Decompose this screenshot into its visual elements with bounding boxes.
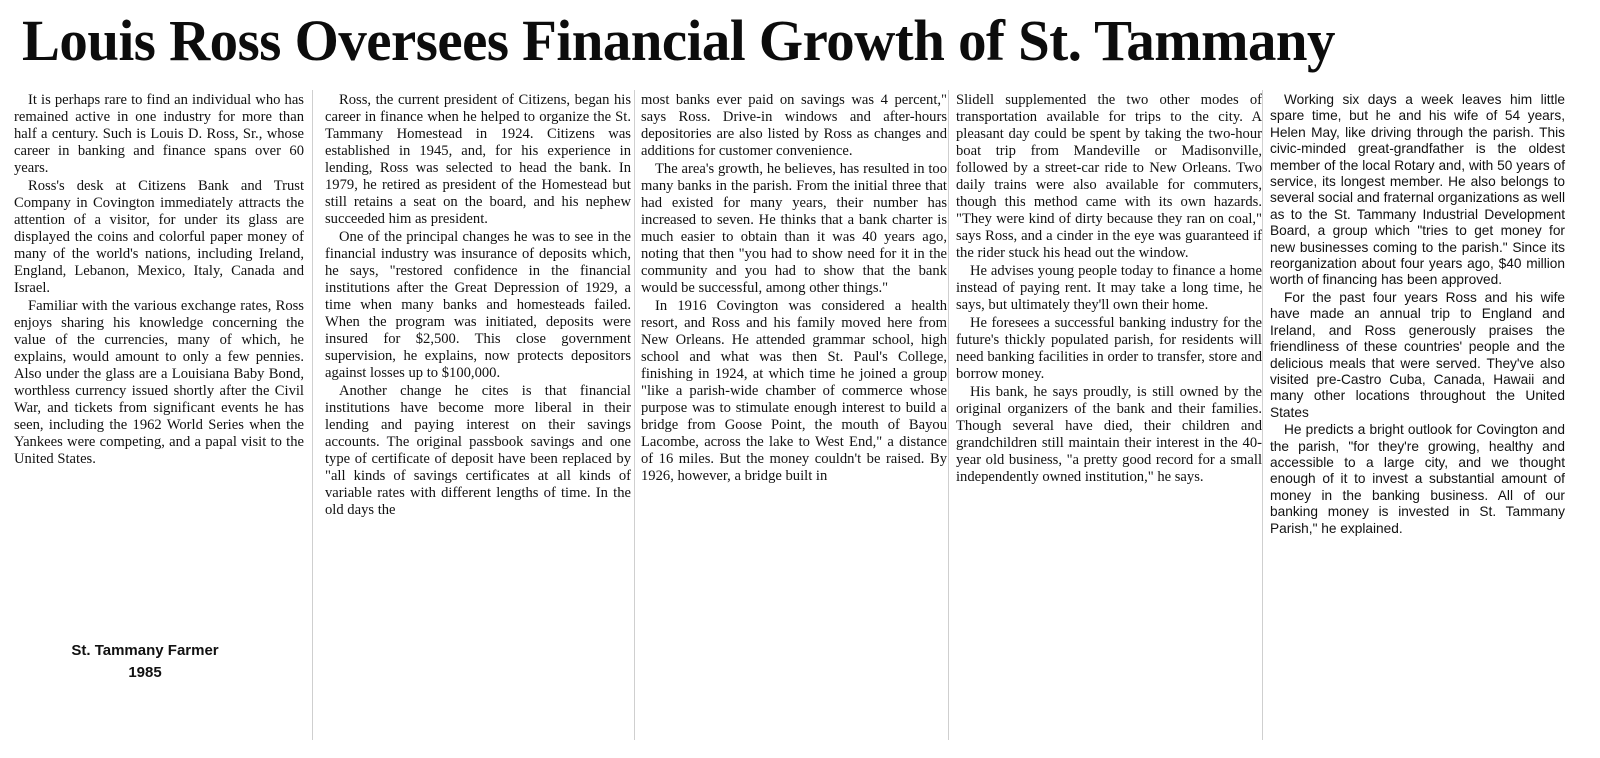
- publication-name: St. Tammany Farmer: [71, 642, 219, 659]
- article-column-4: [956, 92, 1262, 487]
- headline: Louis Ross Oversees Financial Growth of St. Tammany: [22, 8, 1335, 73]
- paragraph: It is perhaps rare to find an individual who has remained active in one industry for more than half a century. Such is Louis D. Ross, Sr., whose career in banking and finance spans over 60 years.: [14, 92, 304, 176]
- paragraph: Working six days a week leaves him little spare time, but he and his wife of 54 years, Helen May, like driving through the parish. This civic-minded great-grandfather is the oldest member of the local Rotary and, with 50 years of service, its longest member. He also belongs to several social and fraternal organizations as well as to the St. Tammany Industrial Development Board, a group which "tries to get money for new businesses coming to the parish." Since its reorganization about four years ago, $40 million worth of financing has been approved.: [1270, 92, 1565, 288]
- paragraph: Ross's desk at Citizens Bank and Trust Company in Covington immediately attracts the attention of a visitor, for under its glass are displayed the coins and colorful paper money of many of the world's nations, including Ireland, England, Lebanon, Mexico, Italy, Canada and Israel.: [14, 178, 304, 296]
- source-credit: [20, 640, 270, 684]
- column-divider: [312, 90, 313, 740]
- paragraph: In 1916 Covington was considered a health resort, and Ross and his family moved here from New Orleans. He attended grammar school, high school and what was then St. Paul's College, finishing in 1924, at which time he joined a group "like a parish-wide chamber of commerce whose purpose was to stimulate enough interest to build a bridge from Goose Point, the mouth of Bayou Lacombe, across the lake to West End," a distance of 16 miles. But the money couldn't be raised. By 1926, however, a bridge built in: [641, 298, 947, 484]
- column-divider: [948, 90, 949, 740]
- column-divider: [1262, 90, 1263, 740]
- paragraph: His bank, he says proudly, is still owned by the original organizers of the bank and their families. Though several have died, their children and grandchildren still maintain their interest in the 40-year old business, "a pretty good record for a small independently owned institution," he says.: [956, 384, 1262, 485]
- paragraph: Another change he cites is that financial institutions have become more liberal in their lending and paying interest on their savings accounts. The original passbook savings and one type of certificate of deposit have been replaced by "all kinds of savings certificates at all kinds of variable rates with different lengths of time. In the old days the: [325, 383, 631, 518]
- column-divider: [634, 90, 635, 740]
- paragraph: One of the principal changes he was to see in the financial industry was insurance of deposits which, he says, "restored confidence in the financial institutions after the Great Depression of 1929, a time when many banks and homesteads failed. When the program was initiated, deposits were insured for $2,500. This close government supervision, he explains, now protects depositors against losses up to $100,000.: [325, 229, 631, 381]
- paragraph: The area's growth, he believes, has resulted in too many banks in the parish. From the initial three that had existed for many years, their number has increased to seven. He thinks that a bank charter is much easier to obtain than it was 40 years ago, noting that then "you had to show need for it in the community and you had to show that the bank would be successful, among other things.": [641, 161, 947, 296]
- paragraph: He advises young people today to finance a home instead of paying rent. It may take a long time, he says, but ultimately they'll own their home.: [956, 263, 1262, 313]
- article-column-1: [14, 92, 304, 469]
- article-column-2: [325, 92, 631, 520]
- paragraph: Ross, the current president of Citizens, began his career in finance when he helped to organize the St. Tammany Homestead in 1924. Citizens was established in 1945, and, for his experience in lending, Ross was selected to head the bank. In 1979, he retired as president of the Homestead but still retains a seat on the board, and his nephew succeeded him as president.: [325, 92, 631, 227]
- article-column-5: [1270, 92, 1565, 538]
- paragraph: He predicts a bright outlook for Covington and the parish, "for they're growing, healthy and accessible to a large city, and we thought enough of it to invest a substantial amount of money in the banking business. All of our banking money is invested in St. Tammany Parish," he explained.: [1270, 422, 1565, 536]
- article-column-3: [641, 92, 947, 486]
- paragraph: For the past four years Ross and his wife have made an annual trip to England and Ireland, and Ross generously praises the friendliness of these countries' people and the delicious meals that were served. They've also visited pre-Castro Cuba, Canada, Hawaii and many other locations throughout the United States: [1270, 289, 1565, 420]
- paragraph: He foresees a successful banking industry for the future's thickly populated parish, for residents will need banking facilities in order to transfer, store and borrow money.: [956, 315, 1262, 382]
- paragraph: most banks ever paid on savings was 4 percent," says Ross. Drive-in windows and after-hours depositories are also listed by Ross as changes and additions for customer convenience.: [641, 92, 947, 159]
- publication-year: 1985: [128, 664, 162, 681]
- paragraph: Slidell supplemented the two other modes of transportation available for trips to the city. A pleasant day could be spent by taking the two-hour boat trip from Mandeville or Madisonville, followed by a street-car ride to New Orleans. Two daily trains were also available for commuters, though this method came with its own hazards. "They were kind of dirty because they ran on coal," says Ross, and a cinder in the eye was guaranteed if the rider stuck his head out the window.: [956, 92, 1262, 261]
- paragraph: Familiar with the various exchange rates, Ross enjoys sharing his knowledge concerning the value of the currencies, many of which, he explains, would amount to only a few pennies. Also under the glass are a Louisiana Baby Bond, worthless currency issued shortly after the Civil War, and tickets from significant events he has seen, including the 1962 World Series when the Yankees were competing, and a papal visit to the United States.: [14, 298, 304, 467]
